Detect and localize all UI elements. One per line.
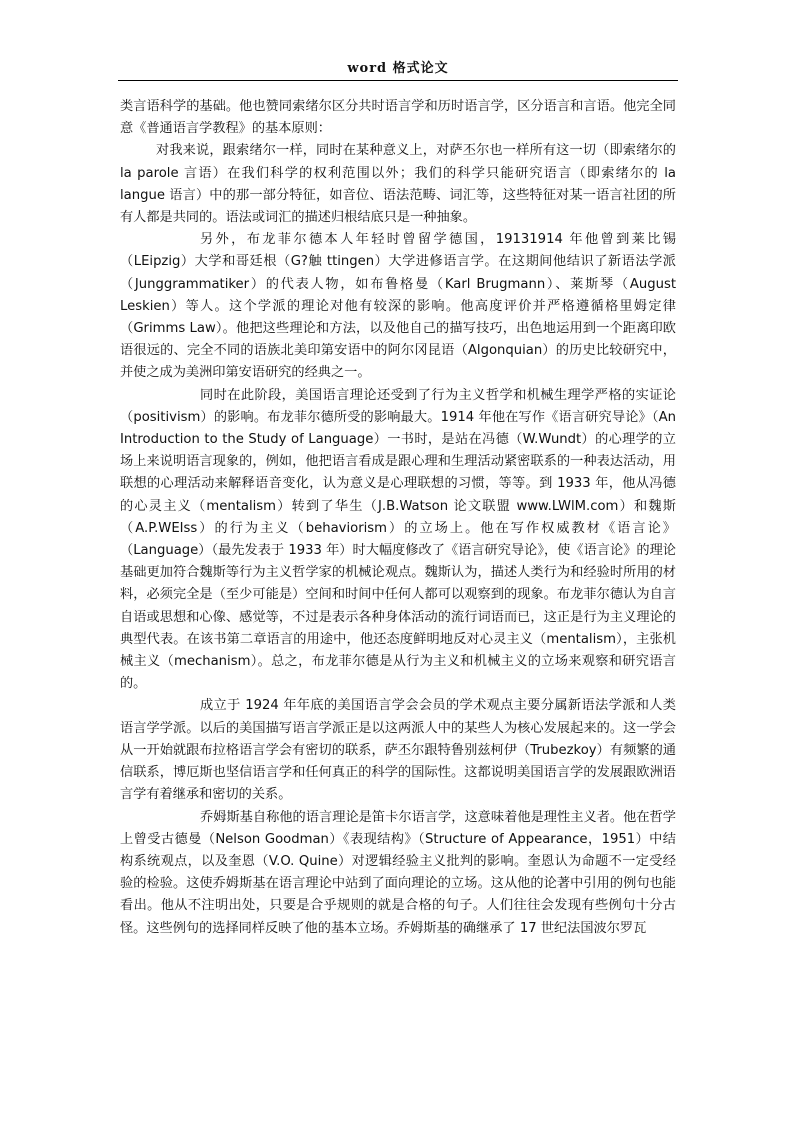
header-divider: [118, 80, 678, 81]
paragraph-5: 成立于 1924 年年底的美国语言学会会员的学术观点主要分属新语法学派和人类语言学学派。以后的美国描写语言学派正是以这两派人中的某些人为核心发展起来的。这一学会从一开始就跟布拉格语言学会有密切的联系，萨丕尔跟特鲁别兹柯伊（Trubezkoy）有频繁的通信联系，博厄斯也坚信语言学和任何真正的科学的国际性。这都说明美国语言学的发展跟欧洲语言学有着继承和密切的关系。: [120, 698, 676, 803]
document-body: [120, 96, 676, 940]
paragraph-4: 同时在此阶段，美国语言理论还受到了行为主义哲学和机械生理学严格的实证论（positivism）的影响。布龙菲尔德所受的影响最大。1914 年他在写作《语言研究导论》（An Introduction to the Study of Language）一书时，是站在冯德（W.Wundt）的心理学的立场上来说明语言现象的，例如，他把语言看成是跟心理和生理活动紧密联系的一种表达活动，用联想的心理活动来解释语音变化，认为意义是心理联想的习惯，等等。到 1933 年，他从冯德的心灵主义（mentalism）转到了华生（J.B.Watson 论文联盟 www.LWlM.com）和魏斯（A.P.WEIss）的行为主义（behaviorism）的立场上。他在写作权威教材《语言论》（Language）（最先发表于 1933 年）时大幅度修改了《语言研究导论》，使《语言论》的理论基础更加符合魏斯等行为主义哲学家的机械论观点。魏斯认为，描述人类行为和经验时所用的材料，必须完全是（至少可能是）空间和时间中任何人都可以观察到的现象。布龙菲尔德认为自言自语或思想和心像、感觉等，不过是表示各种身体活动的流行词语而已，这正是行为主义理论的典型代表。在该书第二章语言的用途中，他还态度鲜明地反对心灵主义（mentalism），主张机械主义（mechanism）。总之，布龙菲尔德是从行为主义和机械主义的立场来观察和研究语言的。: [120, 387, 676, 692]
paragraph-3: 另外，布龙菲尔德本人年轻时曾留学德国，19131914 年他曾到莱比锡（LEipzig）大学和哥廷根（G?触 ttingen）大学进修语言学。在这期间他结识了新语法学派（Junggrammatiker）的代表人物，如布鲁格曼（Karl Brugmann）、莱斯琴（August Leskien）等人。这个学派的理论对他有较深的影响。他高度评价并严格遵循格里姆定律（Grimms Law）。他把这些理论和方法，以及他自己的描写技巧，出色地运用到一个距离印欧语很远的、完全不同的语族北美印第安语中的阿尔冈昆语（Algonquian）的历史比较研究中，并使之成为美洲印第安语研究的经典之一。: [120, 232, 676, 381]
paragraph-1: 类言语科学的基础。他也赞同索绪尔区分共时语言学和历时语言学，区分语言和言语。他完全同意《普通语言学教程》的基本原则：: [120, 99, 676, 137]
paragraph-2-quote: 对我来说，跟索绪尔一样，同时在某种意义上，对萨丕尔也一样所有这一切（即索绪尔的 la parole 言语）在我们科学的权利范围以外；我们的科学只能研究语言（即索绪尔的 la langue 语言）中的那一部分特征，如音位、语法范畴、词汇等，这些特征对某一语言社团的所有人都是共同的。语法或词汇的描述归根结底只是一种抽象。: [120, 143, 676, 226]
page-header: word 格式论文: [347, 61, 449, 76]
paragraph-6: 乔姆斯基自称他的语言理论是笛卡尔语言学，这意味着他是理性主义者。他在哲学上曾受古德曼（Nelson Goodman）《表现结构》（Structure of Appearance，1951）中结构系统观点，以及奎恩（V.O. Quine）对逻辑经验主义批判的影响。奎恩认为命题不一定受经验的检验。这使乔姆斯基在语言理论中站到了面向理论的立场。这从他的论著中引用的例句也能看出。他从不注明出处，只要是合乎规则的就是合格的句子。人们往往会发现有些例句十分古怪。这些例句的选择同样反映了他的基本立场。乔姆斯基的确继承了 17 世纪法国波尔罗瓦: [120, 809, 676, 936]
